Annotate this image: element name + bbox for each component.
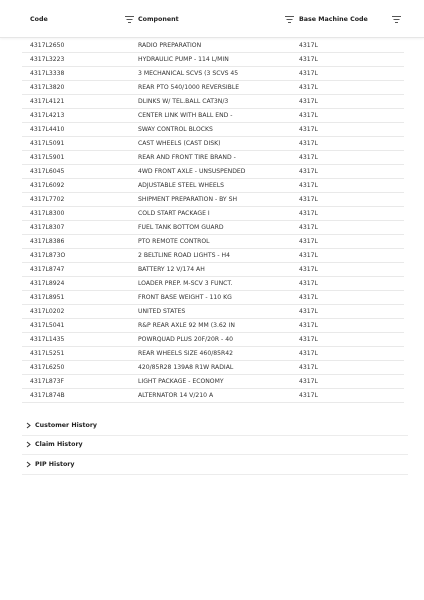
cell-code: 4317L5091 <box>30 140 65 147</box>
cell-base-machine-code: 4317L <box>299 224 318 231</box>
cell-code: 4317L3338 <box>30 70 65 77</box>
accordion-label: Customer History <box>35 421 98 429</box>
cell-component: FUEL TANK BOTTOM GUARD <box>138 224 224 231</box>
table-header <box>0 0 424 38</box>
table-body <box>22 39 404 403</box>
table-row[interactable] <box>22 235 404 249</box>
cell-component: LOADER PREP. M-SCV 3 FUNCT. <box>138 280 233 287</box>
accordion-customer-history[interactable] <box>22 416 408 436</box>
cell-code: 4317L3820 <box>30 84 65 91</box>
cell-base-machine-code: 4317L <box>299 42 318 49</box>
cell-component: HYDRAULIC PUMP - 114 L/MIN <box>138 56 229 63</box>
cell-component: CAST WHEELS (CAST DISK) <box>138 140 221 147</box>
cell-component: REAR WHEELS SIZE 460/85R42 <box>138 350 233 357</box>
table-row[interactable] <box>22 291 404 305</box>
table-row[interactable] <box>22 137 404 151</box>
table-row[interactable] <box>22 67 404 81</box>
table-row[interactable] <box>22 81 404 95</box>
chevron-right-icon <box>25 461 32 468</box>
cell-base-machine-code: 4317L <box>299 308 318 315</box>
cell-component: RADIO PREPARATION <box>138 42 202 49</box>
chevron-right-icon <box>25 441 32 448</box>
filter-icon[interactable] <box>125 16 134 23</box>
accordion-label: PIP History <box>35 460 75 468</box>
cell-code: 4317L8300 <box>30 210 65 217</box>
cell-base-machine-code: 4317L <box>299 140 318 147</box>
cell-base-machine-code: 4317L <box>299 196 318 203</box>
table-row[interactable] <box>22 207 404 221</box>
table-row[interactable] <box>22 277 404 291</box>
cell-component: DLINKS W/ TEL.BALL CAT3N/3 <box>138 98 229 105</box>
cell-code: 4317L2650 <box>30 42 65 49</box>
cell-base-machine-code: 4317L <box>299 350 318 357</box>
cell-base-machine-code: 4317L <box>299 70 318 77</box>
cell-base-machine-code: 4317L <box>299 238 318 245</box>
history-sections <box>22 416 408 475</box>
cell-base-machine-code: 4317L <box>299 294 318 301</box>
cell-base-machine-code: 4317L <box>299 336 318 343</box>
table-row[interactable] <box>22 375 404 389</box>
cell-component: 3 MECHANICAL SCVS (3 SCVS 45 <box>138 70 239 77</box>
cell-code: 4317L4121 <box>30 98 65 105</box>
cell-component: PTO REMOTE CONTROL <box>138 238 210 245</box>
table-row[interactable] <box>22 389 404 403</box>
cell-component: COLD START PACKAGE I <box>138 210 210 217</box>
cell-component: SHIPMENT PREPARATION - BY SH <box>138 196 238 203</box>
cell-code: 4317L6092 <box>30 182 65 189</box>
filter-icon[interactable] <box>392 16 401 23</box>
cell-base-machine-code: 4317L <box>299 168 318 175</box>
table-row[interactable] <box>22 319 404 333</box>
cell-code: 4317L8747 <box>30 266 65 273</box>
table-row[interactable] <box>22 151 404 165</box>
cell-component: REAR PTO 540/1000 REVERSIBLE <box>138 84 240 91</box>
cell-code: 4317L6045 <box>30 168 65 175</box>
cell-code: 4317L4410 <box>30 126 65 133</box>
cell-base-machine-code: 4317L <box>299 392 318 399</box>
table-row[interactable] <box>22 347 404 361</box>
cell-base-machine-code: 4317L <box>299 210 318 217</box>
cell-base-machine-code: 4317L <box>299 182 318 189</box>
cell-code: 4317L5251 <box>30 350 65 357</box>
cell-base-machine-code: 4317L <box>299 98 318 105</box>
cell-code: 4317L8924 <box>30 280 65 287</box>
cell-base-machine-code: 4317L <box>299 56 318 63</box>
cell-base-machine-code: 4317L <box>299 266 318 273</box>
cell-code: 4317L6250 <box>30 364 65 371</box>
cell-component: BATTERY 12 V/174 AH <box>138 266 205 273</box>
cell-component: SWAY CONTROL BLOCKS <box>138 126 213 133</box>
cell-base-machine-code: 4317L <box>299 252 318 259</box>
accordion-claim-history[interactable] <box>22 436 408 456</box>
table-row[interactable] <box>22 165 404 179</box>
cell-code: 4317L874B <box>30 392 65 399</box>
table-row[interactable] <box>22 333 404 347</box>
cell-code: 4317L8951 <box>30 294 65 301</box>
cell-base-machine-code: 4317L <box>299 84 318 91</box>
cell-code: 4317L5041 <box>30 322 65 329</box>
cell-component: 420/85R28 139A8 R1W RADIAL <box>138 364 234 371</box>
table-row[interactable] <box>22 249 404 263</box>
cell-base-machine-code: 4317L <box>299 280 318 287</box>
cell-code: 4317L8386 <box>30 238 65 245</box>
cell-base-machine-code: 4317L <box>299 378 318 385</box>
table-row[interactable] <box>22 53 404 67</box>
filter-icon[interactable] <box>285 16 294 23</box>
cell-base-machine-code: 4317L <box>299 364 318 371</box>
cell-component: ALTERNATOR 14 V/210 A <box>138 392 214 399</box>
accordion-label: Claim History <box>35 441 83 449</box>
cell-component: LIGHT PACKAGE - ECONOMY <box>138 378 224 385</box>
chevron-right-icon <box>25 422 32 429</box>
cell-component: 4WD FRONT AXLE - UNSUSPENDED <box>138 168 246 175</box>
table-row[interactable] <box>22 109 404 123</box>
table-row[interactable] <box>22 221 404 235</box>
accordion-pip-history[interactable] <box>22 455 408 475</box>
cell-code: 4317L8307 <box>30 224 65 231</box>
cell-component: REAR AND FRONT TIRE BRAND - <box>138 154 236 161</box>
table-row[interactable] <box>22 39 404 53</box>
cell-code: 4317L873O <box>30 252 66 259</box>
column-header-code[interactable]: Code <box>30 15 48 23</box>
table-row[interactable] <box>22 95 404 109</box>
cell-code: 4317L873F <box>30 378 65 385</box>
table-row[interactable] <box>22 361 404 375</box>
cell-component: UNITED STATES <box>138 308 186 315</box>
cell-code: 4317L1435 <box>30 336 65 343</box>
cell-code: 4317L3223 <box>30 56 65 63</box>
cell-component: CENTER LINK WITH BALL END - <box>138 112 233 119</box>
table-row[interactable] <box>22 179 404 193</box>
table-row[interactable] <box>22 193 404 207</box>
cell-base-machine-code: 4317L <box>299 154 318 161</box>
cell-component: R&P REAR AXLE 92 MM (3.62 IN <box>138 322 235 329</box>
cell-base-machine-code: 4317L <box>299 112 318 119</box>
cell-code: 4317L0202 <box>30 308 65 315</box>
cell-code: 4317L5901 <box>30 154 65 161</box>
cell-code: 4317L4213 <box>30 112 65 119</box>
cell-component: ADJUSTABLE STEEL WHEELS <box>138 182 224 189</box>
cell-base-machine-code: 4317L <box>299 322 318 329</box>
cell-code: 4317L7702 <box>30 196 65 203</box>
cell-component: POWRQUAD PLUS 20F/20R - 40 <box>138 336 233 343</box>
table-row[interactable] <box>22 305 404 319</box>
column-header-base-machine-code[interactable]: Base Machine Code <box>299 15 368 23</box>
table-row[interactable] <box>22 123 404 137</box>
table-row[interactable] <box>22 263 404 277</box>
cell-base-machine-code: 4317L <box>299 126 318 133</box>
column-header-component[interactable]: Component <box>138 15 179 23</box>
cell-component: 2 BELTLINE ROAD LIGHTS - H4 <box>138 252 231 259</box>
cell-component: FRONT BASE WEIGHT - 110 KG <box>138 294 232 301</box>
